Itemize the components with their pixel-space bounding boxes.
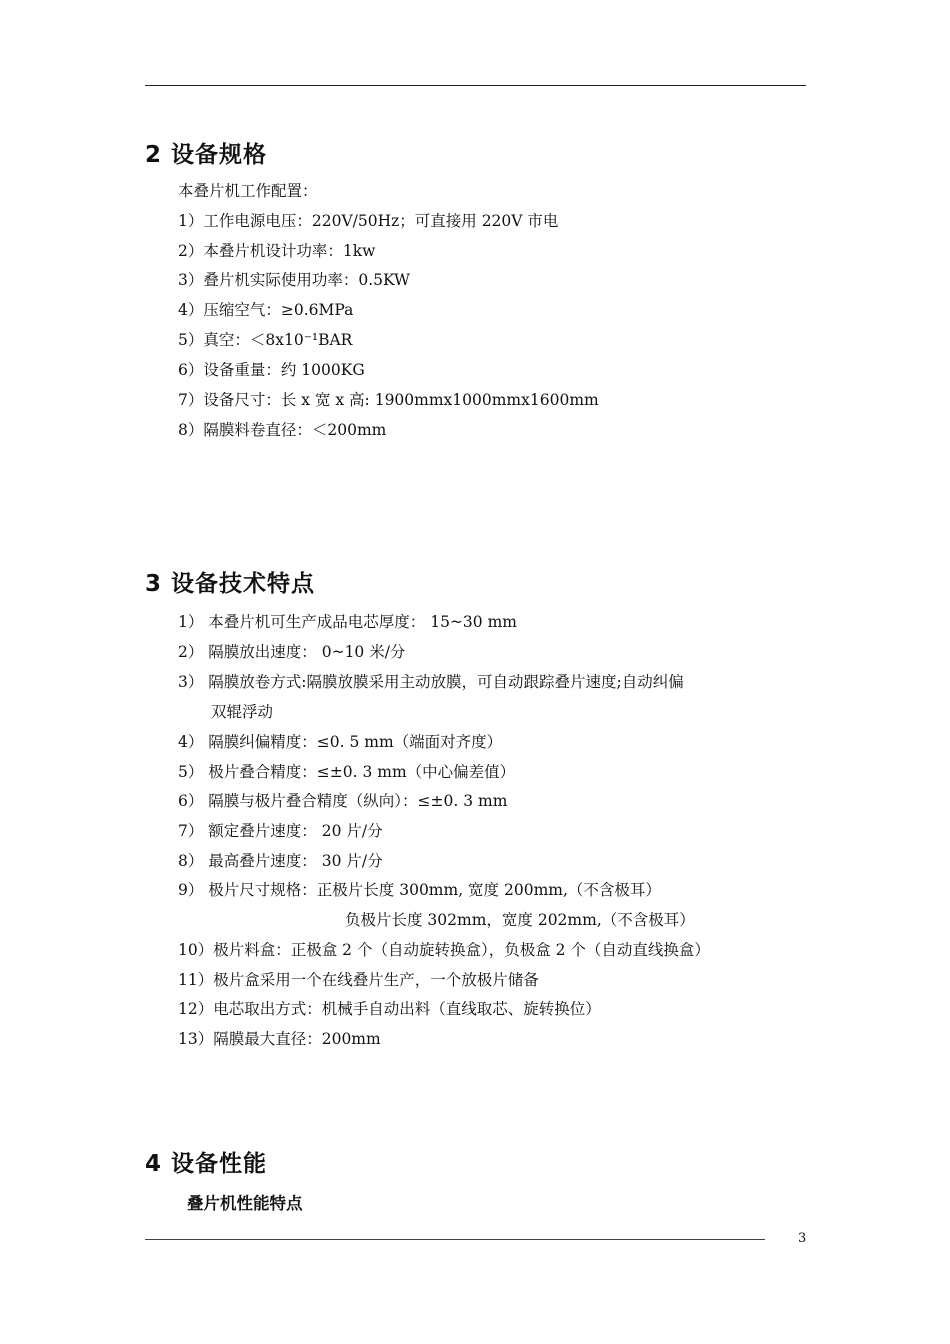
feature-item-3: 3） 隔膜放卷方式:隔膜放膜采用主动放膜，可自动跟踪叠片速度;自动纠偏: [178, 673, 684, 691]
footer-rule: [145, 1239, 765, 1240]
spec-item-8: 8）隔膜料卷直径：＜200mm: [178, 421, 387, 439]
spec-item-5: 5）真空：＜8x10⁻¹BAR: [178, 331, 353, 349]
spec-item-3: 3）叠片机实际使用功率：0.5KW: [178, 271, 410, 289]
spec-item-4: 4）压缩空气：≥0.6MPa: [178, 301, 354, 319]
feature-item-10: 10）极片料盒：正极盒 2 个（自动旋转换盒），负极盒 2 个（自动直线换盒）: [178, 941, 710, 959]
spec-item-6: 6）设备重量：约 1000KG: [178, 361, 365, 379]
feature-item-6: 6） 隔膜与极片叠合精度（纵向）：≤±0. 3 mm: [178, 792, 508, 810]
feature-item-4: 4） 隔膜纠偏精度：≤0. 5 mm（端面对齐度）: [178, 733, 503, 751]
section-4-subheading: 叠片机性能特点: [187, 1194, 303, 1213]
feature-item-3-continued: 双辊浮动: [211, 703, 274, 721]
section-4-heading: 4 设备性能: [145, 1151, 268, 1177]
feature-item-5: 5） 极片叠合精度：≤±0. 3 mm（中心偏差值）: [178, 763, 516, 781]
feature-item-9: 9） 极片尺寸规格：正极片长度 300mm, 宽度 200mm,（不含极耳）: [178, 881, 661, 899]
feature-item-8: 8） 最高叠片速度： 30 片/分: [178, 852, 383, 870]
spec-item-7: 7）设备尺寸：长 x 宽 x 高: 1900mmx1000mmx1600mm: [178, 391, 599, 409]
feature-item-7: 7） 额定叠片速度： 20 片/分: [178, 822, 383, 840]
section-2-intro: 本叠片机工作配置：: [178, 182, 318, 200]
section-2-heading: 2 设备规格: [145, 142, 268, 168]
header-rule: [145, 85, 806, 86]
spec-item-2: 2）本叠片机设计功率：1kw: [178, 242, 376, 260]
spec-item-1: 1）工作电源电压：220V/50Hz；可直接用 220V 市电: [178, 212, 559, 230]
feature-item-11: 11）极片盒采用一个在线叠片生产，一个放极片储备: [178, 971, 539, 989]
feature-item-9-continued: 负极片长度 302mm，宽度 202mm,（不含极耳）: [345, 911, 695, 929]
section-3-heading: 3 设备技术特点: [145, 571, 316, 597]
page-number: 3: [798, 1231, 807, 1246]
feature-item-13: 13）隔膜最大直径：200mm: [178, 1030, 381, 1048]
feature-item-1: 1） 本叠片机可生产成品电芯厚度： 15~30 mm: [178, 613, 517, 631]
feature-item-2: 2） 隔膜放出速度： 0~10 米/分: [178, 643, 406, 661]
feature-item-12: 12）电芯取出方式：机械手自动出料（直线取芯、旋转换位）: [178, 1000, 601, 1018]
